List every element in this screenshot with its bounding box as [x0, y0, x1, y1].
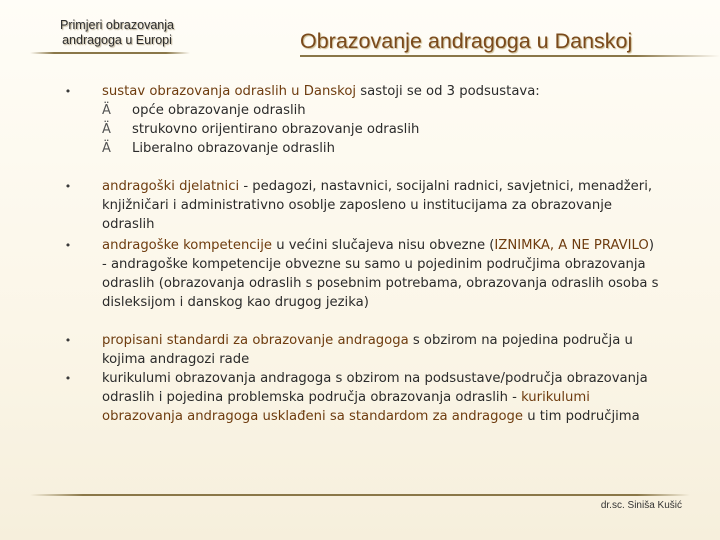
- header-subtitle: [52, 18, 182, 48]
- bullet-text: sastoji se od 3 podsustava:: [356, 84, 540, 99]
- bullet-text: s obzirom na pojedina područja u kojima andragozi rade: [102, 333, 633, 367]
- bullet-highlight: propisani standardi za obrazovanje andragoga: [102, 333, 409, 348]
- arrow-bullet-icon: Ä: [102, 122, 111, 137]
- spacer: [62, 312, 662, 331]
- bullet-icon: •: [64, 334, 72, 347]
- bullet-item-system: [62, 82, 662, 101]
- sub-item-vocational: [62, 120, 662, 139]
- bullet-icon: •: [64, 372, 72, 385]
- bullet-text: u većini slučajeva nisu obvezne (: [272, 238, 495, 253]
- bullet-icon: •: [64, 180, 72, 193]
- slide-content: [62, 82, 662, 426]
- bullet-highlight: kurikulumi obrazovanja andragoga usklađeni sa standardom za andragoge: [102, 390, 590, 424]
- sub-item-text: opće obrazovanje odraslih: [132, 103, 306, 118]
- spacer: [62, 158, 662, 177]
- bullet-highlight: sustav obrazovanja odraslih u Danskoj: [102, 84, 357, 99]
- title-divider: [300, 55, 720, 57]
- bullet-highlight-exception: IZNIMKA, A NE PRAVILO: [494, 238, 649, 253]
- bullet-item-practitioners: [62, 177, 662, 234]
- bullet-item-curricula: [62, 369, 662, 426]
- header-subtitle-line2: andragoga u Europi: [62, 33, 172, 47]
- footer-divider: [30, 494, 690, 496]
- footer-author: dr.sc. Siniša Kušić: [600, 500, 682, 511]
- slide-title: Obrazovanje andragoga u Danskoj: [300, 29, 633, 53]
- arrow-bullet-icon: Ä: [102, 103, 111, 118]
- bullet-item-competencies: [62, 236, 662, 312]
- bullet-text: - pedagozi, nastavnici, socijalni radnici, savjetnici, menadžeri, knjižničari i administrativno osoblje zaposleno u institucijama za obrazovanje odraslih: [102, 179, 653, 232]
- bullet-icon: •: [64, 85, 72, 98]
- sub-item-general: [62, 101, 662, 120]
- sub-item-liberal: [62, 139, 662, 158]
- arrow-bullet-icon: Ä: [102, 141, 111, 156]
- bullet-item-standards: [62, 331, 662, 369]
- header-left-divider: [30, 52, 190, 54]
- sub-item-text: strukovno orijentirano obrazovanje odraslih: [132, 122, 420, 137]
- bullet-text: u tim područjima: [523, 409, 640, 424]
- bullet-highlight: andragoški djelatnici: [102, 179, 240, 194]
- header-subtitle-line1: Primjeri obrazovanja: [60, 18, 174, 32]
- bullet-text: kurikulumi obrazovanja andragoga s obzirom na podsustave/područja obrazovanja odraslih i pojedina problemska područja obrazovanja odraslih -: [102, 371, 648, 405]
- sub-item-text: Liberalno obrazovanje odraslih: [132, 141, 335, 156]
- bullet-icon: •: [64, 239, 72, 252]
- bullet-text: ) - andragoške kompetencije obvezne su samo u pojedinim područjima obrazovanja odraslih (obrazovanja odraslih s posebnim potrebama, obrazovanja odraslih osoba s disleksijom i danskog kao drugog jezika): [102, 238, 659, 310]
- bullet-highlight: andragoške kompetencije: [102, 238, 272, 253]
